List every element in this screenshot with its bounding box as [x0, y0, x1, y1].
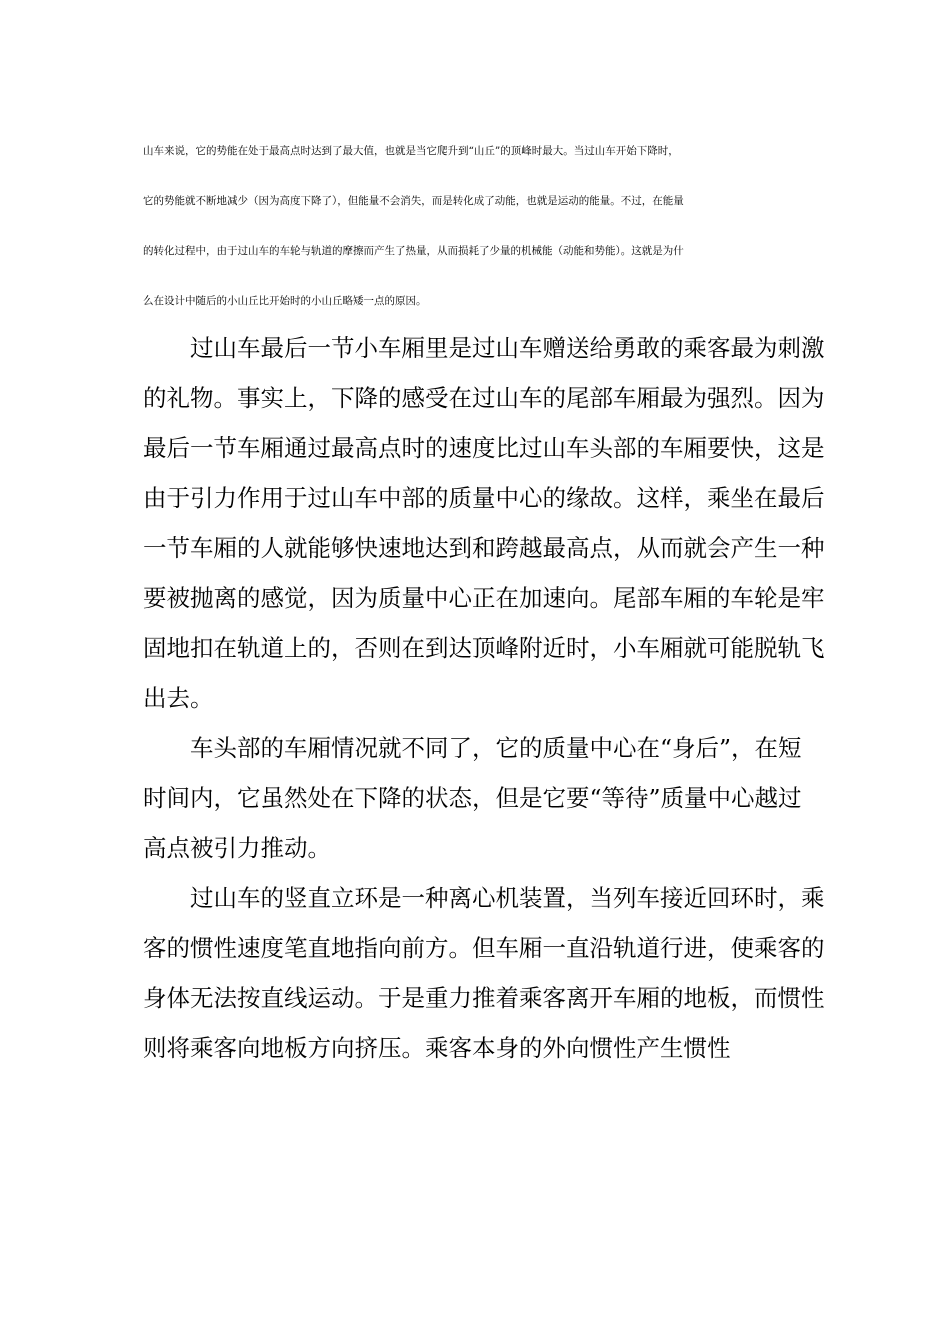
text-line: 高点被引力推动。 [143, 834, 331, 862]
text-line: 要被抛离的感觉，因为质量中心正在加速向。尾部车厢的车轮是牢 [143, 584, 825, 612]
text-line: 过山车最后一节小车厢里是过山车赠送给勇敢的乘客最为刺激 [190, 334, 825, 362]
text-line: 则将乘客向地板方向挤压。乘客本身的外向惯性产生惯性 [143, 1034, 731, 1062]
small-text-line: 山车来说，它的势能在处于最高点时达到了最大值，也就是当它爬升到“山丘”的顶峰时最大。当过山车开始下降时， [143, 145, 679, 157]
text-line: 最后一节车厢通过最高点时的速度比过山车头部的车厢要快，这是 [143, 434, 825, 462]
text-line: 时间内，它虽然处在下降的状态，但是它要“等待”质量中心越过 [143, 784, 802, 812]
text-line: 车头部的车厢情况就不同了，它的质量中心在“身后”，在短 [190, 734, 802, 762]
small-text-line: 么在设计中随后的小山丘比开始时的小山丘略矮一点的原因。 [143, 295, 427, 307]
text-line: 由于引力作用于过山车中部的质量中心的缘故。这样，乘坐在最后 [143, 484, 825, 512]
paragraph-rear-car [143, 333, 825, 713]
paragraph-vertical-loop [143, 883, 825, 1063]
text-line: 出去。 [143, 684, 214, 712]
small-text-line: 的转化过程中，由于过山车的车轮与轨道的摩擦而产生了热量，从而损耗了少量的机械能（动能和势能）。这就是为什 [143, 245, 684, 257]
small-text-paragraph [143, 143, 808, 343]
text-line: 固地扣在轨道上的，否则在到达顶峰附近时，小车厢就可能脱轨飞 [143, 634, 825, 662]
text-line: 客的惯性速度笔直地指向前方。但车厢一直沿轨道行进，使乘客的 [143, 934, 825, 962]
small-text-line: 它的势能就不断地减少（因为高度下降了），但能量不会消失，而是转化成了动能，也就是运动的能量。不过，在能量 [143, 195, 684, 207]
text-line: 一节车厢的人就能够快速地达到和跨越最高点，从而就会产生一种 [143, 534, 825, 562]
paragraph-front-car [143, 733, 808, 863]
text-line: 过山车的竖直立环是一种离心机装置，当列车接近回环时，乘 [190, 884, 825, 912]
main-text-body [143, 333, 825, 1083]
text-line: 身体无法按直线运动。于是重力推着乘客离开车厢的地板，而惯性 [143, 984, 825, 1012]
text-line: 的礼物。事实上，下降的感受在过山车的尾部车厢最为强烈。因为 [143, 384, 825, 412]
